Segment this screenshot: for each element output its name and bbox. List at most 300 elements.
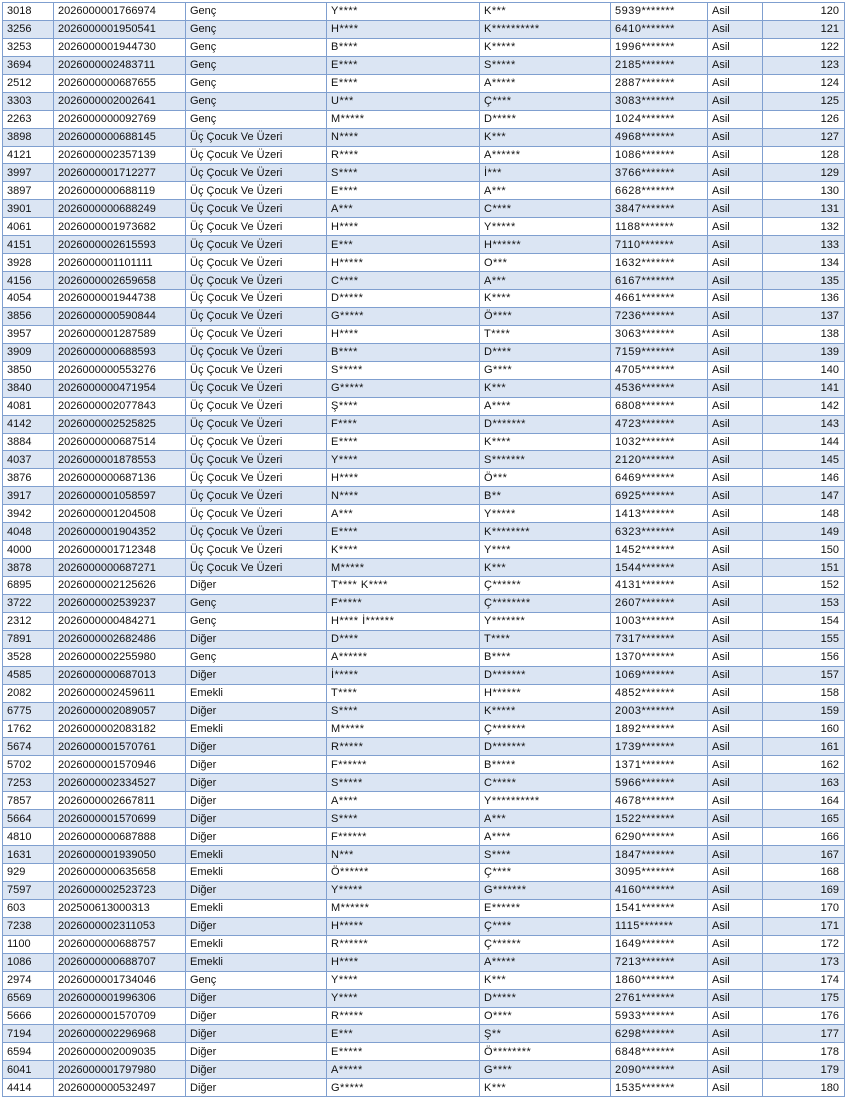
last-name-masked-cell: C**** (480, 200, 611, 218)
application-no-cell: 3303 (3, 92, 54, 110)
first-name-masked-cell: N*** (327, 846, 480, 864)
category-cell: Diğer (186, 1061, 327, 1079)
table-row (3, 738, 845, 756)
status-cell: Asil (708, 200, 763, 218)
table-row (3, 433, 845, 451)
table-row (3, 684, 845, 702)
id-no-masked-cell: 1452******* (611, 541, 708, 559)
last-name-masked-cell: Y******* (480, 612, 611, 630)
order-no-cell: 136 (763, 290, 845, 308)
last-name-masked-cell: Y********** (480, 792, 611, 810)
category-cell: Diğer (186, 810, 327, 828)
status-cell: Asil (708, 1043, 763, 1061)
id-no-masked-cell: 1371******* (611, 756, 708, 774)
table-row (3, 361, 845, 379)
first-name-masked-cell: Y***** (327, 881, 480, 899)
application-no-cell: 4061 (3, 218, 54, 236)
status-cell: Asil (708, 881, 763, 899)
last-name-masked-cell: G**** (480, 1061, 611, 1079)
first-name-masked-cell: E*** (327, 1025, 480, 1043)
last-name-masked-cell: Y***** (480, 218, 611, 236)
table-row (3, 397, 845, 415)
table-row (3, 792, 845, 810)
application-no-cell: 7194 (3, 1025, 54, 1043)
first-name-masked-cell: H**** İ****** (327, 612, 480, 630)
application-no-cell: 5702 (3, 756, 54, 774)
application-no-cell: 2512 (3, 74, 54, 92)
table-row (3, 1007, 845, 1025)
id-no-masked-cell: 1996******* (611, 38, 708, 56)
status-cell: Asil (708, 325, 763, 343)
id-no-masked-cell: 1649******* (611, 935, 708, 953)
table-row (3, 917, 845, 935)
last-name-masked-cell: C***** (480, 774, 611, 792)
first-name-masked-cell: S**** (327, 702, 480, 720)
category-cell: Genç (186, 110, 327, 128)
id-no-masked-cell: 1413******* (611, 505, 708, 523)
status-cell: Asil (708, 469, 763, 487)
reference-no-cell: 2026000000687888 (54, 828, 186, 846)
order-no-cell: 160 (763, 720, 845, 738)
status-cell: Asil (708, 272, 763, 290)
order-no-cell: 166 (763, 828, 845, 846)
status-cell: Asil (708, 612, 763, 630)
reference-no-cell: 2026000002296968 (54, 1025, 186, 1043)
table-row (3, 254, 845, 272)
status-cell: Asil (708, 720, 763, 738)
category-cell: Üç Çocuk Ve Üzeri (186, 451, 327, 469)
order-no-cell: 159 (763, 702, 845, 720)
status-cell: Asil (708, 971, 763, 989)
application-no-cell: 4142 (3, 415, 54, 433)
application-no-cell: 5666 (3, 1007, 54, 1025)
status-cell: Asil (708, 523, 763, 541)
reference-no-cell: 2026000002459611 (54, 684, 186, 702)
application-no-cell: 7238 (3, 917, 54, 935)
first-name-masked-cell: E***** (327, 1043, 480, 1061)
reference-no-cell: 2026000000471954 (54, 379, 186, 397)
table-row (3, 236, 845, 254)
id-no-masked-cell: 4131******* (611, 577, 708, 595)
reference-no-cell: 2026000002089057 (54, 702, 186, 720)
status-cell: Asil (708, 756, 763, 774)
last-name-masked-cell: S***** (480, 56, 611, 74)
order-no-cell: 135 (763, 272, 845, 290)
last-name-masked-cell: A***** (480, 74, 611, 92)
last-name-masked-cell: S**** (480, 846, 611, 864)
table-row (3, 971, 845, 989)
first-name-masked-cell: A****** (327, 648, 480, 666)
category-cell: Genç (186, 56, 327, 74)
application-no-cell: 3528 (3, 648, 54, 666)
id-no-masked-cell: 3095******* (611, 864, 708, 882)
reference-no-cell: 2026000001973682 (54, 218, 186, 236)
order-no-cell: 164 (763, 792, 845, 810)
last-name-masked-cell: K***** (480, 38, 611, 56)
status-cell: Asil (708, 415, 763, 433)
last-name-masked-cell: E****** (480, 899, 611, 917)
application-no-cell: 2312 (3, 612, 54, 630)
order-no-cell: 123 (763, 56, 845, 74)
category-cell: Diğer (186, 577, 327, 595)
id-no-masked-cell: 2120******* (611, 451, 708, 469)
id-no-masked-cell: 5939******* (611, 3, 708, 21)
id-no-masked-cell: 5933******* (611, 1007, 708, 1025)
status-cell: Asil (708, 433, 763, 451)
status-cell: Asil (708, 164, 763, 182)
order-no-cell: 180 (763, 1079, 845, 1097)
last-name-masked-cell: Ş** (480, 1025, 611, 1043)
category-cell: Üç Çocuk Ve Üzeri (186, 325, 327, 343)
table-row (3, 1079, 845, 1097)
order-no-cell: 131 (763, 200, 845, 218)
order-no-cell: 162 (763, 756, 845, 774)
reference-no-cell: 2026000001101111 (54, 254, 186, 272)
first-name-masked-cell: E**** (327, 74, 480, 92)
table-row (3, 810, 845, 828)
category-cell: Üç Çocuk Ve Üzeri (186, 343, 327, 361)
order-no-cell: 125 (763, 92, 845, 110)
id-no-masked-cell: 1847******* (611, 846, 708, 864)
order-no-cell: 138 (763, 325, 845, 343)
reference-no-cell: 2026000002523723 (54, 881, 186, 899)
order-no-cell: 170 (763, 899, 845, 917)
id-no-masked-cell: 1544******* (611, 559, 708, 577)
reference-no-cell: 2026000002125626 (54, 577, 186, 595)
first-name-masked-cell: A***** (327, 1061, 480, 1079)
status-cell: Asil (708, 899, 763, 917)
last-name-masked-cell: D******* (480, 738, 611, 756)
category-cell: Genç (186, 92, 327, 110)
category-cell: Üç Çocuk Ve Üzeri (186, 254, 327, 272)
last-name-masked-cell: A****** (480, 146, 611, 164)
first-name-masked-cell: S***** (327, 774, 480, 792)
last-name-masked-cell: Ç**** (480, 864, 611, 882)
table-row (3, 218, 845, 236)
id-no-masked-cell: 1541******* (611, 899, 708, 917)
status-cell: Asil (708, 702, 763, 720)
table-row (3, 505, 845, 523)
last-name-masked-cell: B**** (480, 648, 611, 666)
order-no-cell: 148 (763, 505, 845, 523)
reference-no-cell: 2026000001570761 (54, 738, 186, 756)
category-cell: Üç Çocuk Ve Üzeri (186, 487, 327, 505)
category-cell: Diğer (186, 828, 327, 846)
reference-no-cell: 2026000000687271 (54, 559, 186, 577)
application-no-cell: 7891 (3, 630, 54, 648)
category-cell: Genç (186, 594, 327, 612)
first-name-masked-cell: Y**** (327, 451, 480, 469)
first-name-masked-cell: E**** (327, 182, 480, 200)
status-cell: Asil (708, 397, 763, 415)
status-cell: Asil (708, 343, 763, 361)
first-name-masked-cell: N**** (327, 487, 480, 505)
last-name-masked-cell: K***** (480, 702, 611, 720)
first-name-masked-cell: E**** (327, 523, 480, 541)
id-no-masked-cell: 6848******* (611, 1043, 708, 1061)
reference-no-cell: 2026000001944738 (54, 290, 186, 308)
table-row (3, 935, 845, 953)
status-cell: Asil (708, 92, 763, 110)
category-cell: Üç Çocuk Ve Üzeri (186, 433, 327, 451)
application-no-cell: 3694 (3, 56, 54, 74)
category-cell: Diğer (186, 917, 327, 935)
first-name-masked-cell: F****** (327, 828, 480, 846)
last-name-masked-cell: T**** (480, 630, 611, 648)
id-no-masked-cell: 2607******* (611, 594, 708, 612)
table-row (3, 92, 845, 110)
id-no-masked-cell: 2003******* (611, 702, 708, 720)
last-name-masked-cell: A*** (480, 272, 611, 290)
order-no-cell: 140 (763, 361, 845, 379)
status-cell: Asil (708, 989, 763, 1007)
status-cell: Asil (708, 648, 763, 666)
reference-no-cell: 2026000000553276 (54, 361, 186, 379)
application-no-cell: 1762 (3, 720, 54, 738)
category-cell: Diğer (186, 792, 327, 810)
status-cell: Asil (708, 361, 763, 379)
first-name-masked-cell: F***** (327, 594, 480, 612)
table-row (3, 1043, 845, 1061)
reference-no-cell: 2026000000687013 (54, 666, 186, 684)
first-name-masked-cell: F****** (327, 756, 480, 774)
status-cell: Asil (708, 666, 763, 684)
category-cell: Emekli (186, 846, 327, 864)
order-no-cell: 133 (763, 236, 845, 254)
reference-no-cell: 2026000001570709 (54, 1007, 186, 1025)
first-name-masked-cell: B**** (327, 343, 480, 361)
id-no-masked-cell: 2887******* (611, 74, 708, 92)
table-row (3, 612, 845, 630)
reference-no-cell: 2026000002483711 (54, 56, 186, 74)
application-no-cell: 4037 (3, 451, 54, 469)
first-name-masked-cell: S***** (327, 361, 480, 379)
category-cell: Üç Çocuk Ve Üzeri (186, 182, 327, 200)
last-name-masked-cell: D******* (480, 666, 611, 684)
table-row (3, 74, 845, 92)
id-no-masked-cell: 7317******* (611, 630, 708, 648)
order-no-cell: 172 (763, 935, 845, 953)
status-cell: Asil (708, 3, 763, 21)
order-no-cell: 179 (763, 1061, 845, 1079)
table-row (3, 720, 845, 738)
last-name-masked-cell: A*** (480, 182, 611, 200)
application-no-cell: 3928 (3, 254, 54, 272)
application-no-cell: 3876 (3, 469, 54, 487)
first-name-masked-cell: F**** (327, 415, 480, 433)
application-no-cell: 4585 (3, 666, 54, 684)
last-name-masked-cell: K*** (480, 1079, 611, 1097)
status-cell: Asil (708, 254, 763, 272)
order-no-cell: 141 (763, 379, 845, 397)
id-no-masked-cell: 6298******* (611, 1025, 708, 1043)
id-no-masked-cell: 1632******* (611, 254, 708, 272)
application-no-cell: 3018 (3, 3, 54, 21)
first-name-masked-cell: S**** (327, 810, 480, 828)
order-no-cell: 143 (763, 415, 845, 433)
id-no-masked-cell: 1188******* (611, 218, 708, 236)
last-name-masked-cell: B***** (480, 756, 611, 774)
order-no-cell: 161 (763, 738, 845, 756)
order-no-cell: 156 (763, 648, 845, 666)
last-name-masked-cell: D***** (480, 989, 611, 1007)
order-no-cell: 142 (763, 397, 845, 415)
last-name-masked-cell: H****** (480, 684, 611, 702)
order-no-cell: 171 (763, 917, 845, 935)
last-name-masked-cell: K*** (480, 3, 611, 21)
first-name-masked-cell: N**** (327, 128, 480, 146)
reference-no-cell: 2026000000688593 (54, 343, 186, 361)
application-no-cell: 5664 (3, 810, 54, 828)
reference-no-cell: 2026000002667811 (54, 792, 186, 810)
first-name-masked-cell: M****** (327, 899, 480, 917)
last-name-masked-cell: Ö******** (480, 1043, 611, 1061)
application-no-cell: 929 (3, 864, 54, 882)
category-cell: Diğer (186, 1007, 327, 1025)
last-name-masked-cell: Ç******* (480, 720, 611, 738)
table-row (3, 630, 845, 648)
reference-no-cell: 2026000001570699 (54, 810, 186, 828)
status-cell: Asil (708, 307, 763, 325)
application-no-cell: 4156 (3, 272, 54, 290)
application-no-cell: 6895 (3, 577, 54, 595)
order-no-cell: 157 (763, 666, 845, 684)
category-cell: Üç Çocuk Ve Üzeri (186, 397, 327, 415)
id-no-masked-cell: 4852******* (611, 684, 708, 702)
status-cell: Asil (708, 1025, 763, 1043)
table-row (3, 164, 845, 182)
table-row (3, 272, 845, 290)
first-name-masked-cell: D***** (327, 290, 480, 308)
order-no-cell: 150 (763, 541, 845, 559)
application-no-cell: 3997 (3, 164, 54, 182)
table-row (3, 451, 845, 469)
reference-no-cell: 2026000001939050 (54, 846, 186, 864)
order-no-cell: 124 (763, 74, 845, 92)
reference-no-cell: 2026000001904352 (54, 523, 186, 541)
application-no-cell: 4000 (3, 541, 54, 559)
first-name-masked-cell: E**** (327, 433, 480, 451)
category-cell: Diğer (186, 1079, 327, 1097)
reference-no-cell: 2026000000590844 (54, 307, 186, 325)
table-row (3, 828, 845, 846)
id-no-masked-cell: 2185******* (611, 56, 708, 74)
category-cell: Üç Çocuk Ve Üzeri (186, 505, 327, 523)
first-name-masked-cell: T**** K**** (327, 577, 480, 595)
table-row (3, 146, 845, 164)
category-cell: Üç Çocuk Ve Üzeri (186, 236, 327, 254)
category-cell: Diğer (186, 756, 327, 774)
id-no-masked-cell: 3063******* (611, 325, 708, 343)
order-no-cell: 153 (763, 594, 845, 612)
last-name-masked-cell: Ö**** (480, 307, 611, 325)
category-cell: Üç Çocuk Ve Üzeri (186, 290, 327, 308)
last-name-masked-cell: O*** (480, 254, 611, 272)
first-name-masked-cell: Y**** (327, 3, 480, 21)
category-cell: Emekli (186, 953, 327, 971)
id-no-masked-cell: 1086******* (611, 146, 708, 164)
last-name-masked-cell: A**** (480, 397, 611, 415)
order-no-cell: 144 (763, 433, 845, 451)
id-no-masked-cell: 3766******* (611, 164, 708, 182)
table-row (3, 648, 845, 666)
category-cell: Diğer (186, 630, 327, 648)
reference-no-cell: 2026000000688145 (54, 128, 186, 146)
reference-no-cell: 2026000001712277 (54, 164, 186, 182)
first-name-masked-cell: G***** (327, 307, 480, 325)
order-no-cell: 177 (763, 1025, 845, 1043)
category-cell: Diğer (186, 666, 327, 684)
reference-no-cell: 2026000001766974 (54, 3, 186, 21)
table-row (3, 415, 845, 433)
id-no-masked-cell: 6167******* (611, 272, 708, 290)
reference-no-cell: 2026000001950541 (54, 20, 186, 38)
id-no-masked-cell: 7236******* (611, 307, 708, 325)
last-name-masked-cell: T**** (480, 325, 611, 343)
category-cell: Diğer (186, 1043, 327, 1061)
status-cell: Asil (708, 630, 763, 648)
first-name-masked-cell: E*** (327, 236, 480, 254)
status-cell: Asil (708, 487, 763, 505)
status-cell: Asil (708, 182, 763, 200)
first-name-masked-cell: H**** (327, 469, 480, 487)
category-cell: Diğer (186, 702, 327, 720)
order-no-cell: 147 (763, 487, 845, 505)
order-no-cell: 154 (763, 612, 845, 630)
status-cell: Asil (708, 738, 763, 756)
application-no-cell: 6569 (3, 989, 54, 1007)
id-no-masked-cell: 6323******* (611, 523, 708, 541)
status-cell: Asil (708, 218, 763, 236)
id-no-masked-cell: 7213******* (611, 953, 708, 971)
first-name-masked-cell: K**** (327, 541, 480, 559)
id-no-masked-cell: 1739******* (611, 738, 708, 756)
order-no-cell: 145 (763, 451, 845, 469)
reference-no-cell: 2026000002002641 (54, 92, 186, 110)
application-no-cell: 603 (3, 899, 54, 917)
first-name-masked-cell: D**** (327, 630, 480, 648)
first-name-masked-cell: H**** (327, 953, 480, 971)
order-no-cell: 149 (763, 523, 845, 541)
last-name-masked-cell: K**** (480, 290, 611, 308)
status-cell: Asil (708, 505, 763, 523)
application-no-cell: 4048 (3, 523, 54, 541)
table-row (3, 325, 845, 343)
table-row (3, 182, 845, 200)
category-cell: Diğer (186, 1025, 327, 1043)
id-no-masked-cell: 1032******* (611, 433, 708, 451)
order-no-cell: 168 (763, 864, 845, 882)
reference-no-cell: 2026000001204508 (54, 505, 186, 523)
last-name-masked-cell: K*** (480, 559, 611, 577)
id-no-masked-cell: 1860******* (611, 971, 708, 989)
table-row (3, 666, 845, 684)
application-no-cell: 4810 (3, 828, 54, 846)
last-name-masked-cell: K*** (480, 128, 611, 146)
category-cell: Emekli (186, 935, 327, 953)
reference-no-cell: 2026000002077843 (54, 397, 186, 415)
order-no-cell: 165 (763, 810, 845, 828)
application-no-cell: 7597 (3, 881, 54, 899)
first-name-masked-cell: H***** (327, 254, 480, 272)
table-row (3, 846, 845, 864)
reference-no-cell: 2026000001058597 (54, 487, 186, 505)
category-cell: Genç (186, 612, 327, 630)
table-row (3, 559, 845, 577)
category-cell: Emekli (186, 684, 327, 702)
application-no-cell: 3856 (3, 307, 54, 325)
order-no-cell: 129 (763, 164, 845, 182)
